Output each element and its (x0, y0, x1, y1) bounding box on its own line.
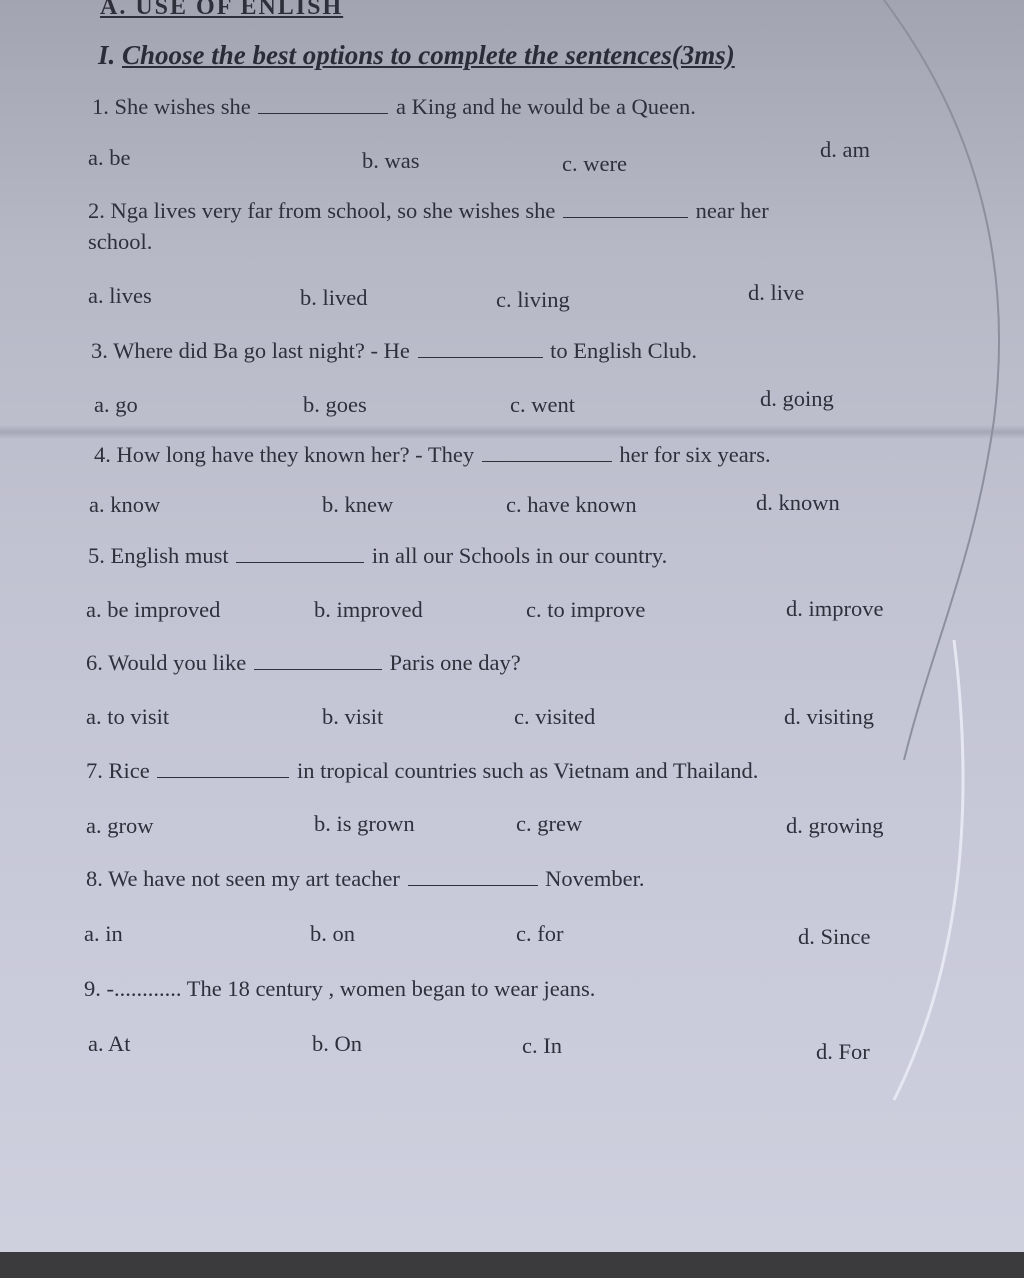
question-text-before: 3. Where did Ba go last night? - He (91, 338, 410, 363)
option-a: a. be (88, 145, 131, 170)
option-d: d. live (748, 280, 805, 305)
option-d: d. improve (786, 596, 884, 621)
question-text-after: to English Club. (550, 338, 698, 363)
option-d: d. visiting (784, 704, 875, 729)
option-a: a. in (84, 921, 123, 946)
question-3 (91, 338, 697, 364)
option-a: a. At (88, 1031, 131, 1056)
question-1 (92, 94, 696, 120)
option-b: b. improved (314, 597, 423, 622)
paper-fold-crease (0, 425, 1024, 439)
option-c: c. living (496, 287, 570, 312)
question-text-after: near her (695, 198, 769, 223)
option-b: b. visit (322, 704, 384, 729)
option-c: c. to improve (526, 597, 646, 622)
question-6 (86, 650, 521, 676)
question-2-continuation: school. (88, 229, 153, 254)
question-4 (94, 442, 771, 468)
question-8 (86, 866, 645, 892)
option-a: a. go (94, 392, 138, 417)
question-2 (88, 198, 769, 224)
option-c: c. went (510, 392, 575, 417)
section-heading: A. USE OF ENLISH (100, 0, 344, 20)
question-text-before: 5. English must (88, 543, 229, 568)
answer-blank (254, 668, 382, 670)
option-a: a. lives (88, 283, 152, 308)
option-d: d. known (756, 490, 840, 515)
option-c: c. grew (516, 811, 583, 836)
option-d: d. For (816, 1039, 870, 1064)
question-text-before: 4. How long have they known her? - They (94, 442, 475, 467)
question-text-before: 6. Would you like (86, 650, 247, 675)
option-c: c. have known (506, 492, 637, 517)
question-text-after: in all our Schools in our country. (371, 543, 668, 568)
option-b: b. goes (303, 392, 367, 417)
part-title (98, 40, 735, 71)
option-a: a. to visit (86, 704, 170, 729)
option-d: d. am (820, 137, 870, 162)
question-5 (88, 543, 667, 569)
option-b: b. was (362, 148, 420, 173)
option-d: d. Since (798, 924, 871, 949)
option-d: d. growing (786, 813, 884, 838)
question-text-before: 2. Nga lives very far from school, so she wishes she (88, 198, 556, 223)
question-text-before: 9. - (84, 976, 114, 1001)
question-text-before: 8. We have not seen my art teacher (86, 866, 400, 891)
option-c: c. were (562, 151, 627, 176)
option-b: b. on (310, 921, 355, 946)
part-numeral: I. (98, 40, 116, 70)
answer-blank (563, 216, 688, 218)
option-b: b. On (312, 1031, 362, 1056)
option-b: b. lived (300, 285, 368, 310)
option-a: a. grow (86, 813, 154, 838)
part-instruction: Choose the best options to complete the sentences(3ms) (122, 40, 735, 70)
question-text-after: The 18 century , women began to wear jeans. (186, 976, 596, 1001)
option-c: c. visited (514, 704, 596, 729)
option-c: c. In (522, 1033, 562, 1058)
answer-blank (236, 561, 364, 563)
answer-blank (258, 112, 388, 114)
question-text-after: a King and he would be a Queen. (396, 94, 696, 119)
answer-blank (157, 776, 289, 778)
question-9 (84, 976, 595, 1002)
question-text-after: November. (545, 866, 645, 891)
option-d: d. going (760, 386, 834, 411)
answer-blank (408, 884, 538, 886)
answer-blank (418, 356, 543, 358)
question-text-before: 7. Rice (86, 758, 150, 783)
question-7 (86, 758, 758, 784)
question-text-before: 1. She wishes she (92, 94, 251, 119)
option-b: b. is grown (314, 811, 415, 836)
option-c: c. for (516, 921, 564, 946)
option-b: b. knew (322, 492, 394, 517)
option-a: a. be improved (86, 597, 221, 622)
answer-blank-dots: ............ (114, 976, 182, 1001)
question-text-after: in tropical countries such as Vietnam and Thailand. (296, 758, 759, 783)
question-text-after: her for six years. (619, 442, 771, 467)
option-a: a. know (89, 492, 161, 517)
answer-blank (482, 460, 612, 462)
question-text-after: Paris one day? (389, 650, 521, 675)
